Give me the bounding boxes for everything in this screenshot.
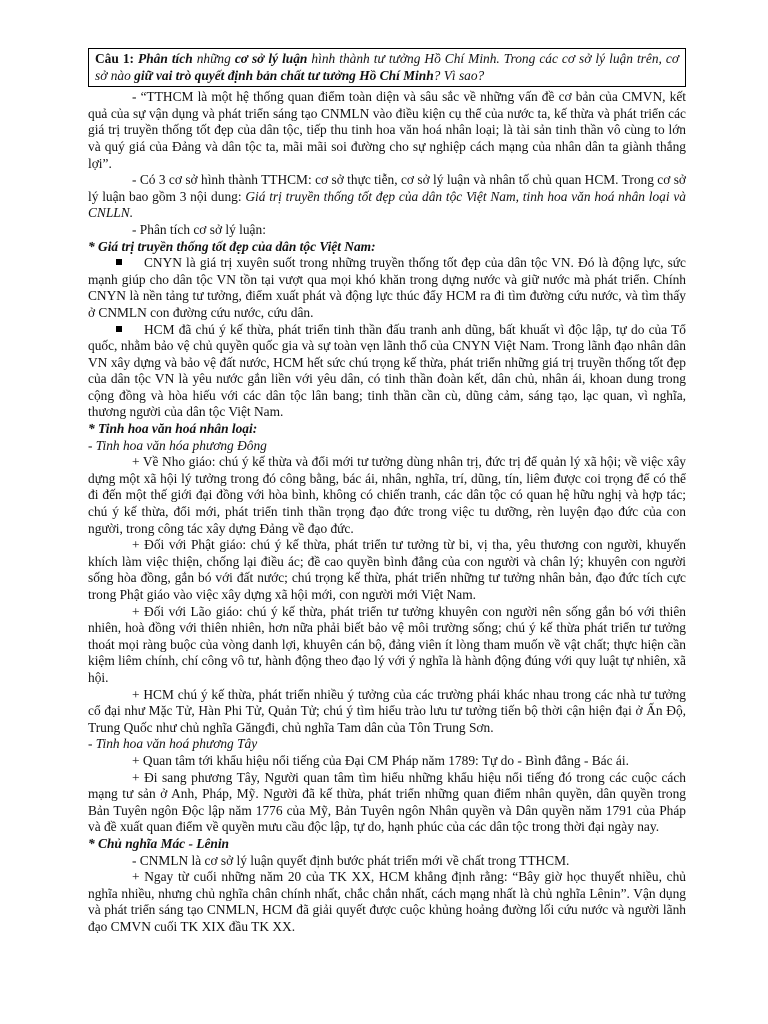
list-item xyxy=(88,322,686,422)
paragraph: + Đi sang phương Tây, Người quan tâm tìm hiểu những khẩu hiệu nổi tiếng đó trong các cuộc cách mạng tư sản ở Anh, Pháp, Mỹ. Người đã kế thừa, phát triển những quan điểm nhân quyền, dân quyền trong Bản Tuyên ngôn Độc lập năm 1776 của Mỹ, Bản Tuyên ngôn Nhân quyền và Dân quyền năm 1791 của Pháp và đề xuất quan điểm về quyền mưu cầu độc lập, tự do, hạnh phúc của các dân tộc trong thời đại ngày nay. xyxy=(88,769,686,835)
paragraph: + Đối với Lão giáo: chú ý kế thừa, phát triển tư tưởng khuyên con người nên sống gắn bó với thiên nhiên, hoà đồng với thiên nhiên, hơn nữa phải biết bảo vệ môi trường sống; chú ý kế thừa phát triển tư tưởng thoát mọi ràng buộc của vòng danh lợi, khuyên cán bộ, đảng viên ít lòng tham muốn về vật chất; thực hiện cần kiệm liêm chính, chí công vô tư, hành động theo đạo lý với ý nghĩa là hành động đúng với quy luật tự nhiên, xã hội. xyxy=(88,603,686,685)
document-page xyxy=(88,48,686,935)
question-part: cơ sở lý luận xyxy=(234,51,308,66)
paragraph: + Đối với Phật giáo: chú ý kế thừa, phát triển tư tưởng từ bi, vị tha, yêu thương con người, khuyến khích làm việc thiện, chống lại điều ác; đề cao quyền bình đẳng của con người và chân lý; khuyên con người sống hòa đồng, gắn bó với đất nước; chú trọng kế thừa, phát triển những tư tưởng nhân bản, đạo đức tích cực trong Phật giáo vào việc xây dựng xã hội mới, con người mới Việt Nam. xyxy=(88,537,686,602)
question-part: hình thành tư tưởng Hồ Chí Minh. Trong các cơ sở lý luận trên, cơ sở nào xyxy=(95,51,679,83)
question-part: Phân tích xyxy=(138,51,193,66)
paragraph: + HCM chú ý kế thừa, phát triển nhiều ý tưởng của các trường phái khác nhau trong các nhà tư tưởng cổ đại như Mặc Tử, Hàn Phi Tử, Quản Tử; chú ý tìm hiểu trào lưu tư tưởng tiến bộ thời cận hiện đại ở Ấn Độ, Trung Quốc như chủ nghĩa Găngđi, chủ nghĩa Tam dân của Tôn Trung Sơn. xyxy=(88,686,686,735)
section-heading: * Tinh hoa văn hoá nhân loại: xyxy=(88,421,258,437)
section-heading: * Chủ nghĩa Mác - Lênin xyxy=(88,835,230,851)
bullet-icon xyxy=(116,259,122,265)
list-item-text: HCM đã chú ý kế thừa, phát triển tinh thần đấu tranh anh dũng, bất khuất vì độc lập, tự do của Tổ quốc, nhằm bảo vệ chủ quyền quốc gia và sự toàn vẹn lãnh thổ của CNYN Việt Nam. Trong lãnh đạo nhân dân VN xây dựng và bảo vệ đất nước, HCM hết sức chú trọng kế thừa, phát triển những giá trị truyền thống tốt đẹp của dân tộc VN là yêu nước gắn liền với yêu dân, có tinh thần đoàn kết, dân chủ, nhân ái, khoan dung trong cộng đồng và hòa hiếu với các dân tộc lân bang; tinh thần cần cù, dũng cảm, sáng tạo, lạc quan, vì nghĩa, thương người của dân tộc Việt Nam. xyxy=(88,321,686,420)
question-part: ? Vì sao? xyxy=(433,67,485,83)
question-text xyxy=(95,51,679,84)
intro-paragraph: - Phân tích cơ sở lý luận: xyxy=(132,221,266,237)
intro-paragraph: - “TTHCM là một hệ thống quan điểm toàn diện và sâu sắc về những vấn đề cơ bản của CMVN, kết quả của sự vận dụng và phát triển sáng tạo CNMLN vào điều kiện cụ thể của nước ta, kế thừa và phát triển các giá trị truyền thống tốt đẹp của dân tộc, tiếp thu tinh hoa văn hoá nhân loại; là tài sản tinh thần vô cùng to lớn và quý giá của Đảng và dân tộc ta, mãi mãi soi đường cho sự nghiệp cách mạng của nhân dân ta giành thắng lợi”. xyxy=(88,89,686,171)
subsection-heading: - Tinh hoa văn hoá phương Tây xyxy=(88,736,258,752)
question-box xyxy=(88,48,686,87)
intro-text: - Có 3 cơ sở hình thành TTHCM: cơ sở thực tiễn, cơ sở lý luận và nhân tố chủ quan HCM. Trong cơ sở lý luận bao gồm 3 nội dung: xyxy=(88,172,686,204)
paragraph: + Quan tâm tới khẩu hiệu nổi tiếng của Đại CM Pháp năm 1789: Tự do - Bình đẳng - Bác ái. xyxy=(132,752,629,768)
paragraph: + Về Nho giáo: chú ý kế thừa và đổi mới tư tưởng dùng nhân trị, đức trị để quản lý xã hội; về việc xây dựng một xã hội lý tưởng trong đó công bằng, bác ái, nhân, nghĩa, trí, dũng, tín, liêm được coi trọng để có thể đi đến một thế giới đại đồng với hòa bình, không có chiến tranh, các dân tộc có quan hệ hữu nghị và hợp tác; chú ý kế thừa, đổi mới, phát triển tinh thần trọng đạo đức trong việc tu dưỡng, rèn luyện đạo đức của con người, trong công tác xây dựng Đảng về đạo đức. xyxy=(88,454,686,536)
bullet-icon xyxy=(116,326,122,332)
list-item xyxy=(88,255,686,321)
intro-paragraph xyxy=(88,172,686,222)
section-heading: * Giá trị truyền thống tốt đẹp của dân tộc Việt Nam: xyxy=(88,238,376,254)
question-part: giữ vai trò quyết định bản chất tư tưởng Hồ Chí Minh xyxy=(134,67,434,83)
list-item-text: CNYN là giá trị xuyên suốt trong những truyền thống tốt đẹp của dân tộc VN. Đó là động lực, sức mạnh giúp cho dân tộc VN tồn tại vượt qua mọi khó khăn trong dựng nước và giữ nước mà phát triển. Chính CNYN là nền tảng tư tưởng, điểm xuất phát và động lực thúc đẩy HCM ra đi tìm đường cứu nước, và tìm thấy ở CNMLN con đường cứu nước, cứu dân. xyxy=(88,255,686,320)
subsection-heading: - Tinh hoa văn hóa phương Đông xyxy=(88,437,267,453)
question-label: Câu 1: xyxy=(95,51,134,66)
paragraph: + Ngay từ cuối những năm 20 của TK XX, HCM khẳng định rằng: “Bây giờ học thuyết nhiều, chủ nghĩa nhiều, nhưng chủ nghĩa chân chính nhất, chắc chắn nhất, cách mạng nhất là chủ nghĩa Lênin”. Vận dụng và phát triển sáng tạo CNMLN, HCM đã giải quyết được cuộc khủng hoảng đường lối cứu nước và người lãnh đạo CMVN cuối TK XIX đầu TK XX. xyxy=(88,869,686,934)
paragraph: - CNMLN là cơ sở lý luận quyết định bước phát triển mới về chất trong TTHCM. xyxy=(132,852,570,868)
intro-text-italic: Giá trị truyền thống tốt đẹp của dân tộc Việt Nam, tinh hoa văn hoá nhân loại và CNLLN. xyxy=(88,188,686,221)
question-part: những xyxy=(196,51,231,66)
